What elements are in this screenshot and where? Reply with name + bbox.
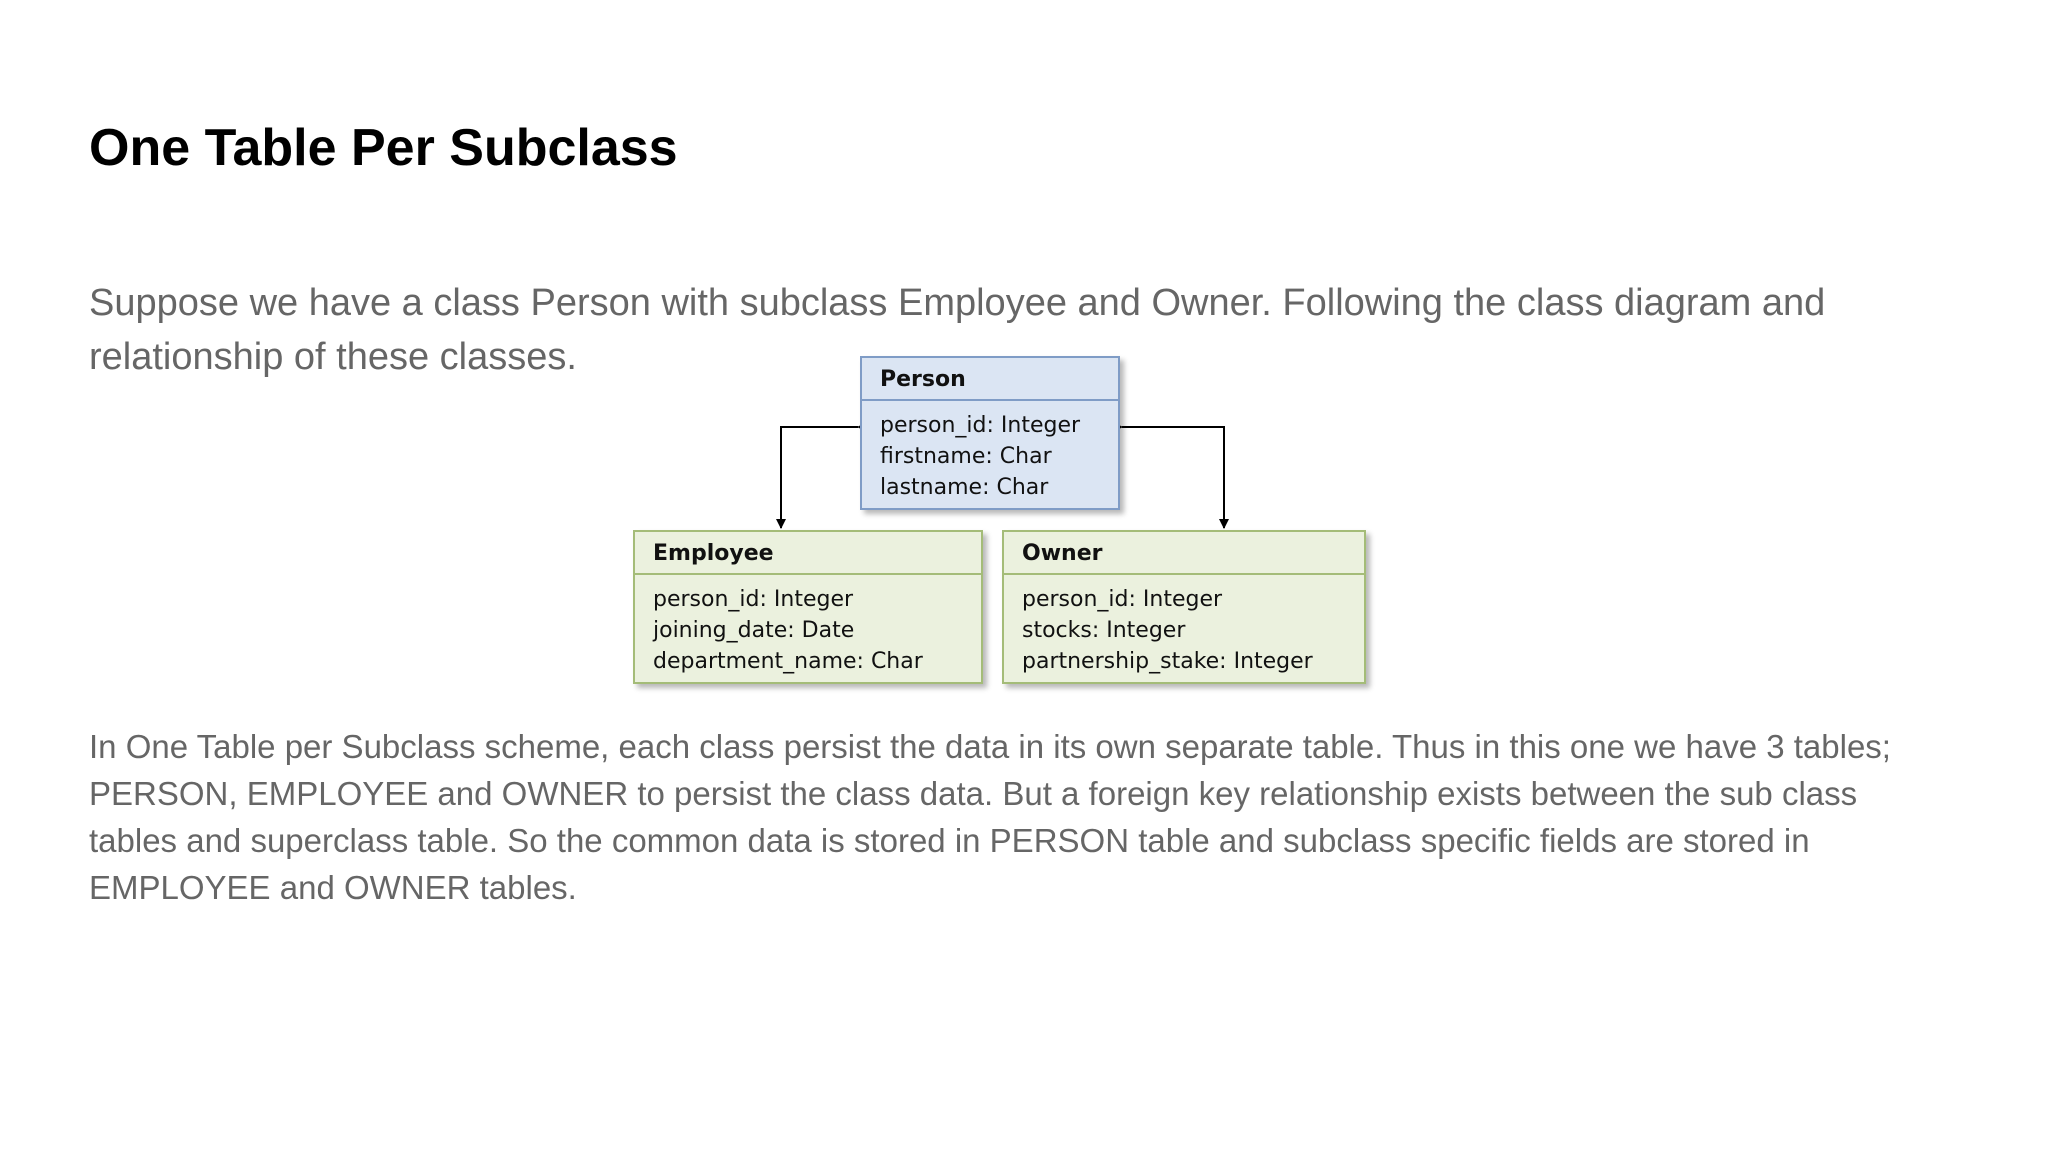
- employee-class-name: Employee: [635, 532, 981, 575]
- slide-title: One Table Per Subclass: [89, 119, 678, 177]
- person-field-lastname: lastname: Char: [880, 475, 1049, 500]
- person-field-firstname: firstname: Char: [880, 444, 1052, 469]
- owner-field-id: person_id: Integer: [1022, 587, 1223, 612]
- employee-field-id: person_id: Integer: [653, 587, 854, 612]
- intro-paragraph: Suppose we have a class Person with subclass Employee and Owner. Following the class diagram and relationship of these classes.: [89, 282, 1826, 378]
- person-class-box: [860, 356, 1120, 510]
- owner-class-box: [1002, 530, 1366, 684]
- owner-field-partnership-stake: partnership_stake: Integer: [1022, 649, 1313, 674]
- person-class-fields: [862, 401, 1118, 503]
- body-line: In One Table per Subclass scheme, each class persist the data in its own separate table. Thus in this one we have 3 tables;: [89, 728, 1891, 765]
- employee-field-joining-date: joining_date: Date: [653, 618, 855, 643]
- connector-person-owner: [1122, 427, 1224, 528]
- connector-person-employee: [781, 427, 858, 528]
- owner-class-name: Owner: [1004, 532, 1364, 575]
- employee-class-fields: [635, 575, 981, 677]
- body-paragraph: [89, 723, 1989, 911]
- body-line: tables and superclass table. So the common data is stored in PERSON table and subclass specific fields are stored in: [89, 822, 1810, 859]
- body-line: PERSON, EMPLOYEE and OWNER to persist the class data. But a foreign key relationship exists between the sub class: [89, 775, 1858, 812]
- employee-field-department: department_name: Char: [653, 649, 923, 674]
- employee-class-box: [633, 530, 983, 684]
- owner-field-stocks: stocks: Integer: [1022, 618, 1186, 643]
- person-field-id: person_id: Integer: [880, 413, 1081, 438]
- owner-class-fields: [1004, 575, 1364, 677]
- person-class-name: Person: [862, 358, 1118, 401]
- body-line: EMPLOYEE and OWNER tables.: [89, 869, 577, 906]
